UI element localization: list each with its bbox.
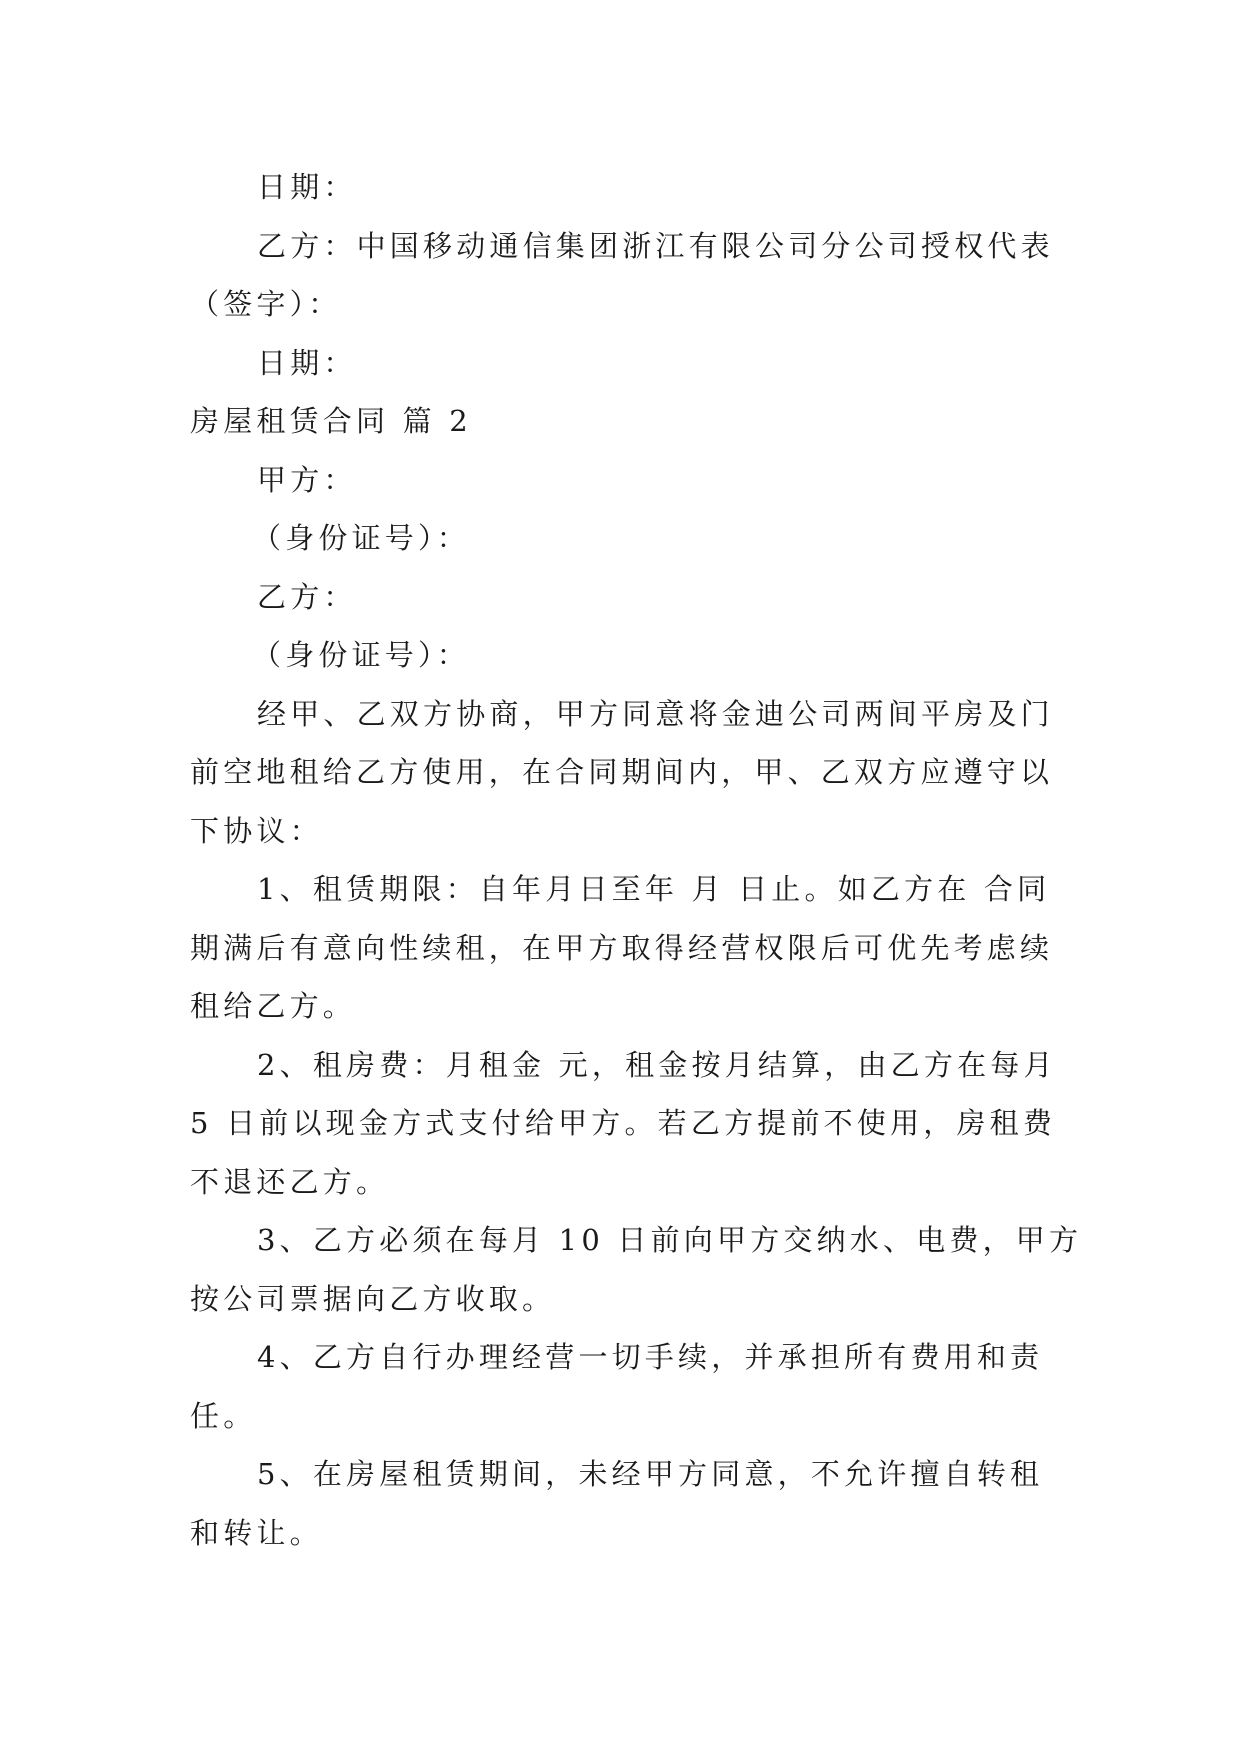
clause-1-line-2: 期满后有意向性续租，在甲方取得经营权限后可优先考虑续	[190, 930, 1054, 965]
clause-4-line-1: 4、乙方自行办理经营一切手续，并承担所有费用和责	[257, 1340, 1044, 1374]
intro-line-2: 前空地租给乙方使用，在合同期间内，甲、乙双方应遵守以	[190, 755, 1054, 789]
section-title: 房屋租赁合同 篇 2	[190, 404, 472, 438]
clause-3-line-2: 按公司票据向乙方收取。	[190, 1281, 556, 1316]
clause-1-paragraph	[190, 860, 1054, 1036]
intro-line-1: 经甲、乙双方协商，甲方同意将金迪公司两间平房及门	[257, 696, 1054, 731]
clause-2-line-1: 2、租房费：月租金 元，租金按月结算，由乙方在每月	[257, 1047, 1057, 1082]
clause-3-line-1: 3、乙方必须在每月 10 日前向甲方交纳水、电费，甲方	[257, 1223, 1083, 1257]
clause-2-line-2: 5 日前以现金方式支付给甲方。若乙方提前不使用，房租费	[190, 1106, 1057, 1140]
clause-5-paragraph	[190, 1445, 1050, 1562]
date-line-1: 日期：	[257, 170, 357, 204]
clause-3-paragraph	[190, 1211, 1083, 1328]
clause-1-line-1: 1、租赁期限：自年月日至年 月 日止。如乙方在 合同	[257, 872, 1051, 906]
clause-4-paragraph	[190, 1328, 1050, 1445]
intro-paragraph	[190, 685, 1054, 861]
party-b-id-line: （身份证号）：	[252, 638, 470, 672]
clause-2-paragraph	[190, 1036, 1057, 1212]
party-a-line: 甲方：	[257, 462, 357, 497]
clause-4-line-2: 任。	[190, 1398, 257, 1433]
clause-5-line-1: 5、在房屋租赁期间，未经甲方同意，不允许擅自转租	[257, 1457, 1044, 1491]
intro-line-3: 下协议：	[190, 813, 323, 848]
party-b-representative-line: 乙方：中国移动通信集团浙江有限公司分公司授权代表	[257, 228, 1054, 263]
clause-1-line-3: 租给乙方。	[190, 989, 357, 1023]
party-a-id-line: （身份证号）：	[252, 521, 470, 555]
date-line-2: 日期：	[257, 345, 357, 380]
clause-2-line-3: 不退还乙方。	[190, 1164, 390, 1199]
document-body	[190, 158, 1083, 1562]
clause-5-line-2: 和转让。	[190, 1515, 323, 1550]
party-b-line: 乙方：	[257, 579, 357, 614]
signature-label-line: （签字）：	[190, 287, 342, 321]
